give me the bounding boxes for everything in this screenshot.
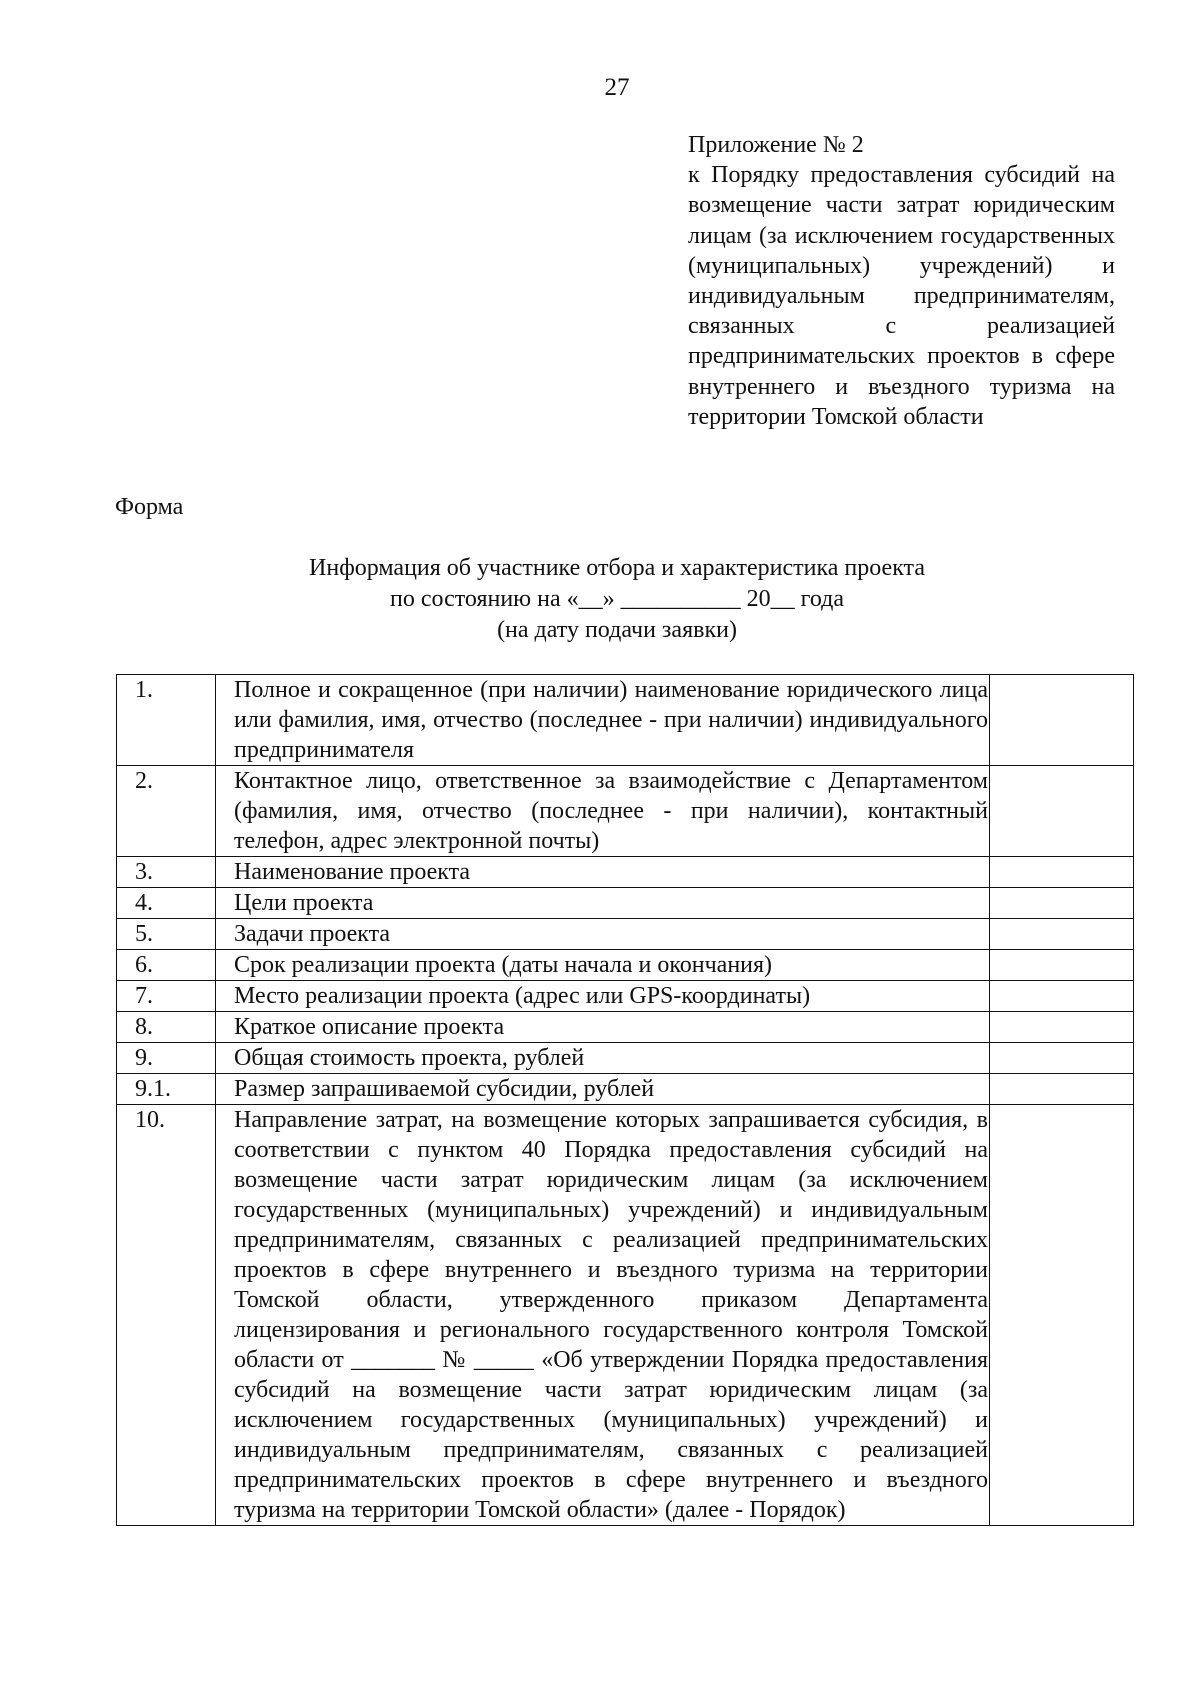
row-value [990, 857, 1134, 888]
row-description: Наименование проекта [216, 857, 990, 888]
row-value [990, 950, 1134, 981]
row-description: Задачи проекта [216, 919, 990, 950]
row-number: 7. [117, 981, 216, 1012]
table-row [117, 1043, 1134, 1074]
table-row [117, 888, 1134, 919]
form-label: Форма [115, 494, 184, 520]
table-row [117, 675, 1134, 766]
row-number: 8. [117, 1012, 216, 1043]
row-number: 3. [117, 857, 216, 888]
row-value [990, 1105, 1134, 1526]
document-heading [0, 553, 1200, 646]
row-number: 4. [117, 888, 216, 919]
row-number: 5. [117, 919, 216, 950]
table-row [117, 857, 1134, 888]
table-row [117, 950, 1134, 981]
row-value [990, 766, 1134, 857]
row-description: Срок реализации проекта (даты начала и окончания) [216, 950, 990, 981]
row-description: Полное и сокращенное (при наличии) наименование юридического лица или фамилия, имя, отчество (последнее - при наличии) индивидуального предпринимателя [216, 675, 990, 766]
row-number: 1. [117, 675, 216, 766]
table-row [117, 981, 1134, 1012]
row-value [990, 675, 1134, 766]
row-description: Контактное лицо, ответственное за взаимодействие с Департаментом (фамилия, имя, отчество (последнее - при наличии), контактный телефон, адрес электронной почты) [216, 766, 990, 857]
row-value [990, 1043, 1134, 1074]
row-value [990, 981, 1134, 1012]
heading-line-2: по состоянию на «__» __________ 20__ года [389, 586, 845, 612]
appendix-title: Приложение № 2 [688, 132, 864, 158]
table-row [117, 1074, 1134, 1105]
table-row [117, 1105, 1134, 1526]
page-number: 27 [604, 74, 630, 101]
row-description: Размер запрашиваемой субсидии, рублей [216, 1074, 990, 1105]
row-value [990, 919, 1134, 950]
table-row [117, 766, 1134, 857]
info-table [116, 674, 1134, 1526]
table-row [117, 1012, 1134, 1043]
row-number: 6. [117, 950, 216, 981]
row-number: 10. [117, 1105, 216, 1526]
row-value [990, 1074, 1134, 1105]
heading-line-1: Информация об участнике отбора и характеристика проекта [309, 555, 925, 581]
row-value [990, 1012, 1134, 1043]
row-description: Цели проекта [216, 888, 990, 919]
row-number: 9.1. [117, 1074, 216, 1105]
row-value [990, 888, 1134, 919]
row-description: Краткое описание проекта [216, 1012, 990, 1043]
appendix-block [688, 130, 1115, 432]
row-description: Место реализации проекта (адрес или GPS-координаты) [216, 981, 990, 1012]
heading-line-3: (на дату подачи заявки) [497, 617, 737, 643]
table-row [117, 919, 1134, 950]
row-number: 2. [117, 766, 216, 857]
appendix-text: к Порядку предоставления субсидий на возмещение части затрат юридическим лицам (за исключением государственных (муниципальных) учреждений) и индивидуальным предпринимателям, связанных с реализацией предпринимательских проектов в сфере внутреннего и въездного туризма на территории Томской области [688, 162, 1115, 430]
row-number: 9. [117, 1043, 216, 1074]
row-description: Общая стоимость проекта, рублей [216, 1043, 990, 1074]
row-description: Направление затрат, на возмещение которых запрашивается субсидия, в соответствии с пунктом 40 Порядка предоставления субсидий на возмещение части затрат юридическим лицам (за исключением государственных (муниципальных) учреждений) и индивидуальным предпринимателям, связанных с реализацией предпринимательских проектов в сфере внутреннего и въездного туризма на территории Томской области, утвержденного приказом Департамента лицензирования и регионального государственного контроля Томской области от _______ № _____ «Об утверждении Порядка предоставления субсидий на возмещение части затрат юридическим лицам (за исключением государственных (муниципальных) учреждений) и индивидуальным предпринимателям, связанных с реализацией предпринимательских проектов в сфере внутреннего и въездного туризма на территории Томской области» (далее - Порядок) [216, 1105, 990, 1526]
